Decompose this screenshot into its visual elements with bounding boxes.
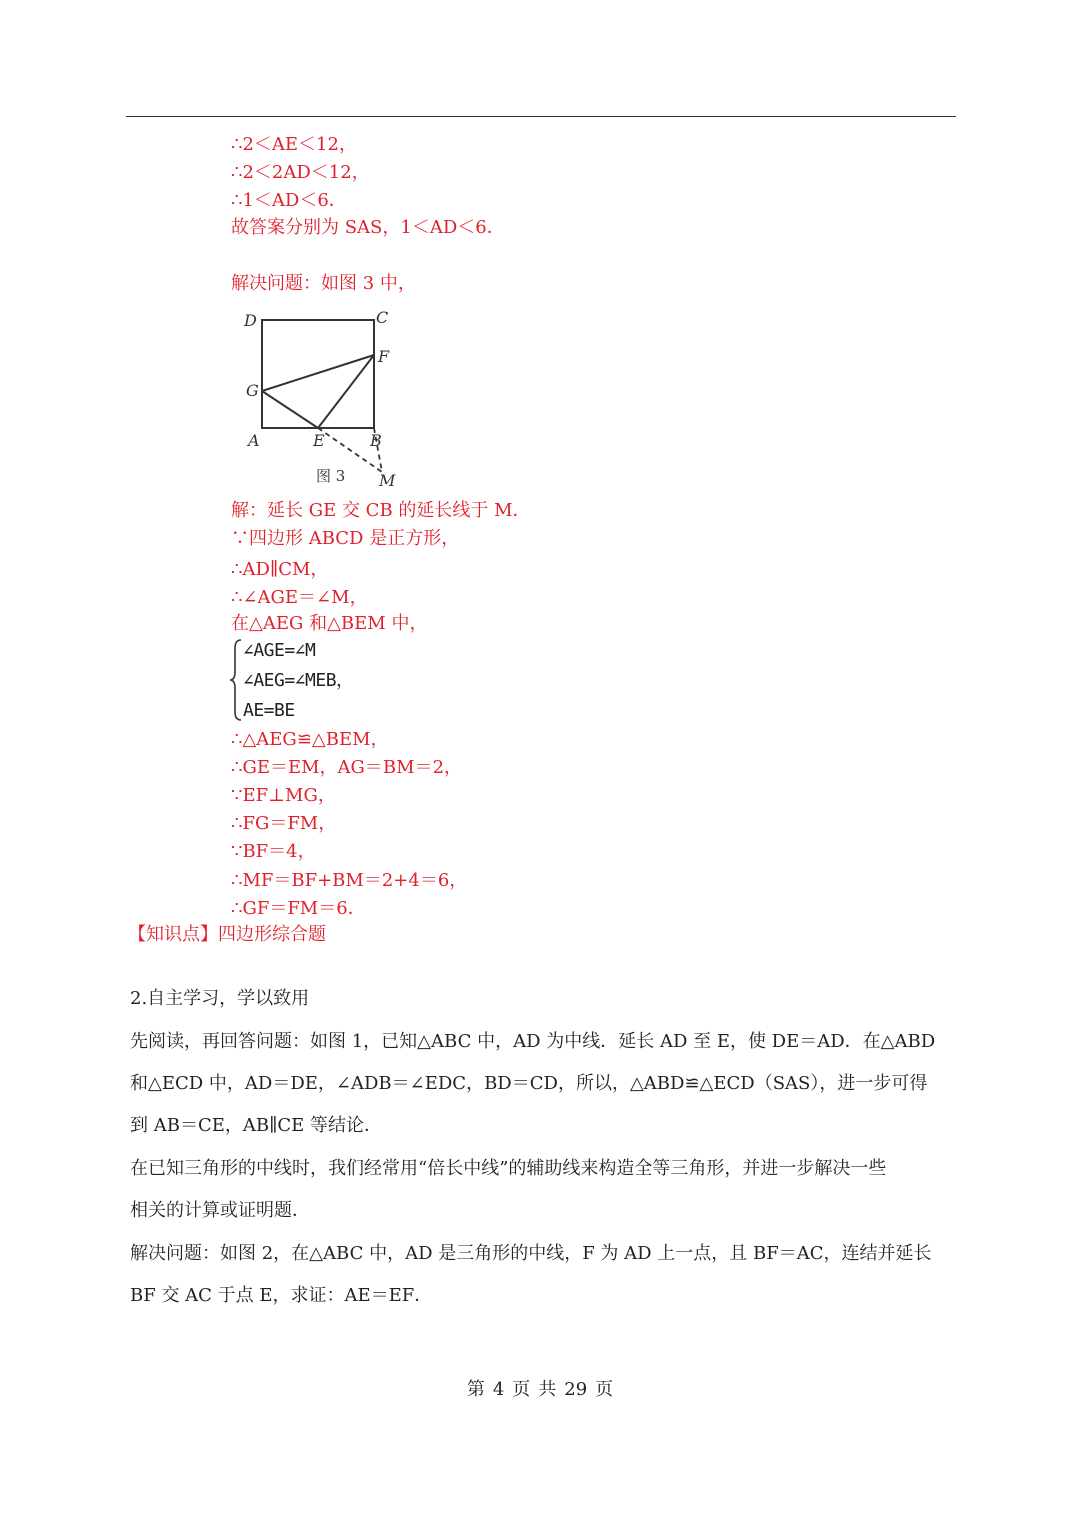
knowledge-text: 四边形综合题 xyxy=(218,924,326,945)
footer-word: 第 xyxy=(466,1379,485,1400)
proof-line: ∵BF＝4， xyxy=(231,841,316,862)
problem-intro: 解决问题：如图 3 中， xyxy=(231,273,416,294)
proof-line: ∵四边形 ABCD 是正方形， xyxy=(231,528,460,549)
solution-line: ∴2＜2AD＜12， xyxy=(231,162,370,183)
label-a: A xyxy=(248,431,260,450)
condition-row: AE=BE xyxy=(243,700,295,721)
figure-3-diagram xyxy=(236,304,416,494)
proof-line: 解：延长 GE 交 CB 的延长线于 M． xyxy=(231,500,531,521)
knowledge-tag: 【知识点】 xyxy=(128,924,218,945)
footer-word: 页 xyxy=(512,1379,531,1400)
proof-line: ∴MF＝BF+BM＝2+4＝6， xyxy=(231,870,468,891)
proof-line: ∴∠AGE＝∠M， xyxy=(231,587,368,608)
question-2-line: 和△ECD 中，AD＝DE，∠ADB＝∠EDC，BD＝CD，所以，△ABD≌△ECD（SAS），进一步可得 xyxy=(130,1073,928,1094)
proof-line: 在△AEG 和△BEM 中， xyxy=(231,613,428,634)
proof-line: ∴FG＝FM， xyxy=(231,813,337,834)
condition-row: ∠AEG=∠MEB， xyxy=(243,670,354,691)
footer-word: 页 xyxy=(595,1379,614,1400)
proof-line: ∵EF⊥MG， xyxy=(231,785,336,806)
proof-line: ∴GF＝FM＝6． xyxy=(231,898,366,919)
question-2-line: 先阅读，再回答问题：如图 1，已知△ABC 中，AD 为中线．延长 AD 至 E，使 DE＝AD．在△ABD xyxy=(130,1031,936,1052)
label-d: D xyxy=(244,311,257,330)
question-2-line: 解决问题：如图 2，在△ABC 中，AD 是三角形的中线，F 为 AD 上一点，且 BF＝AC，连结并延长 xyxy=(130,1243,932,1264)
knowledge-point xyxy=(128,926,326,944)
proof-line: ∴△AEG≌△BEM， xyxy=(231,729,389,750)
label-c: C xyxy=(376,308,389,327)
label-g: G xyxy=(246,381,259,400)
current-page-number: 4 xyxy=(492,1379,505,1400)
label-m: M xyxy=(379,471,396,490)
question-2-line: 到 AB＝CE，AB∥CE 等结论． xyxy=(130,1115,383,1136)
total-page-count: 29 xyxy=(564,1379,588,1400)
question-2-title: 2.自主学习，学以致用 xyxy=(130,988,310,1009)
header-rule xyxy=(126,116,956,117)
solution-line: ∴1＜AD＜6． xyxy=(231,190,347,211)
segment-ef xyxy=(318,355,374,428)
proof-line: ∴GE＝EM，AG＝BM＝2， xyxy=(231,757,463,778)
segment-ge xyxy=(262,391,318,428)
condition-row: ∠AGE=∠M xyxy=(243,640,316,661)
label-f: F xyxy=(378,347,390,366)
label-b: B xyxy=(370,431,382,450)
proof-line: ∴AD∥CM， xyxy=(231,559,329,580)
question-2-line: 相关的计算或证明题． xyxy=(130,1200,310,1221)
segment-gf xyxy=(262,355,374,391)
question-2-line: BF 交 AC 于点 E，求证：AE＝EF． xyxy=(130,1285,433,1306)
figure-caption: 图 3 xyxy=(316,467,346,485)
solution-line: 故答案分别为 SAS，1＜AD＜6． xyxy=(231,217,505,238)
label-e: E xyxy=(313,431,325,450)
solution-line: ∴2＜AE＜12， xyxy=(231,134,357,155)
page-footer xyxy=(0,1375,1080,1401)
footer-word: 共 xyxy=(538,1379,557,1400)
question-2-line: 在已知三角形的中线时，我们经常用“倍长中线”的辅助线来构造全等三角形，并进一步解决一些 xyxy=(130,1158,887,1179)
